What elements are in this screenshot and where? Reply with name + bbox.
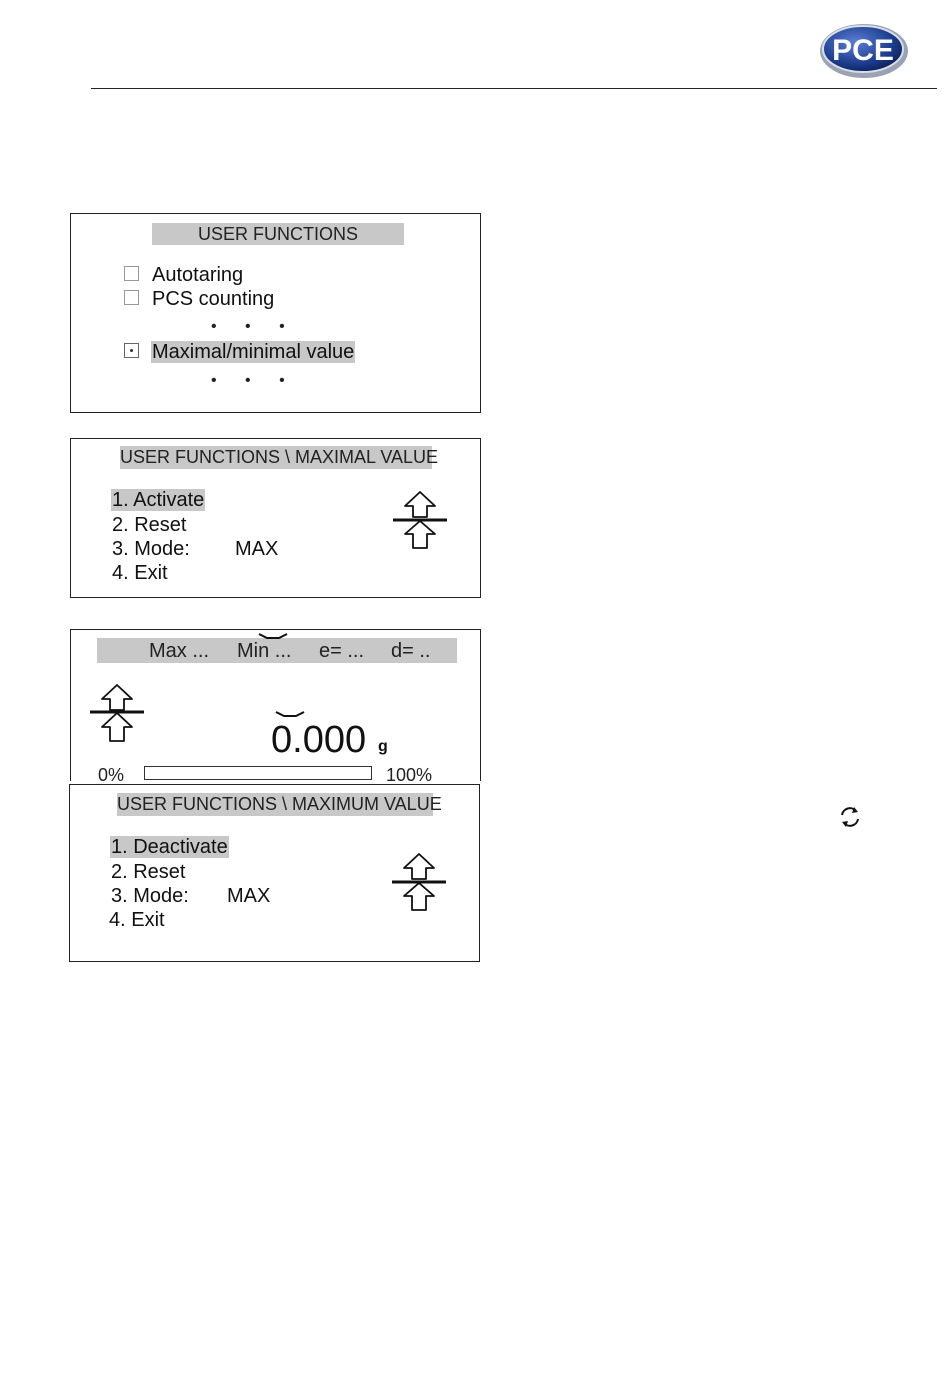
status-bar — [97, 638, 457, 663]
bar-max-label: 100% — [386, 765, 433, 781]
menu-item-deactivate[interactable]: 1. Deactivate — [111, 836, 228, 858]
status-max: Max ... — [149, 640, 210, 662]
menu-item-reset[interactable]: 2. Reset — [111, 861, 186, 883]
status-e: e= ... — [319, 640, 365, 662]
autotaring-label: Autotaring — [152, 264, 244, 286]
menu-item-mode[interactable]: 3. Mode: — [111, 885, 189, 907]
load-bar — [144, 766, 372, 780]
ellipsis: • • • — [211, 318, 297, 335]
mode-value: MAX — [235, 538, 279, 560]
maximal-minimal-checkbox[interactable] — [124, 343, 139, 358]
header-rule — [91, 88, 937, 89]
maximum-value-panel — [69, 784, 480, 962]
min-marker-icon — [257, 632, 289, 640]
menu-item-mode[interactable]: 3. Mode: — [112, 538, 190, 560]
panel-title: USER FUNCTIONS \ MAXIMUM VALUE — [117, 794, 442, 814]
mode-value: MAX — [227, 885, 271, 907]
pcs-counting-label: PCS counting — [152, 288, 275, 310]
pcs-counting-checkbox[interactable] — [124, 290, 139, 305]
menu-item-reset[interactable]: 2. Reset — [112, 514, 187, 536]
user-functions-panel — [70, 213, 481, 413]
refresh-icon — [836, 804, 864, 830]
max-min-arrows-icon — [89, 682, 145, 744]
panel-title: USER FUNCTIONS \ MAXIMAL VALUE — [120, 447, 439, 467]
status-min: Min ... — [237, 640, 292, 662]
logo-text: PCE — [832, 34, 894, 67]
ellipsis: • • • — [211, 372, 297, 389]
max-min-arrows-icon — [391, 489, 449, 551]
weight-reading: 0.000 — [271, 719, 367, 761]
maximal-minimal-label[interactable]: Maximal/minimal value — [152, 341, 355, 363]
menu-item-exit[interactable]: 4. Exit — [109, 909, 165, 931]
pce-logo-icon — [818, 22, 910, 80]
stable-marker-icon — [274, 710, 306, 718]
menu-item-exit[interactable]: 4. Exit — [112, 562, 168, 584]
maximal-value-panel — [70, 438, 481, 598]
status-d: d= .. — [391, 640, 431, 662]
weight-unit: g — [378, 738, 388, 755]
menu-item-activate[interactable]: 1. Activate — [112, 489, 205, 511]
max-min-arrows-icon — [390, 851, 448, 913]
autotaring-checkbox[interactable] — [124, 266, 139, 281]
weighing-screen — [70, 629, 481, 781]
panel-title: USER FUNCTIONS — [152, 223, 404, 245]
bar-min-label: 0% — [98, 765, 125, 781]
